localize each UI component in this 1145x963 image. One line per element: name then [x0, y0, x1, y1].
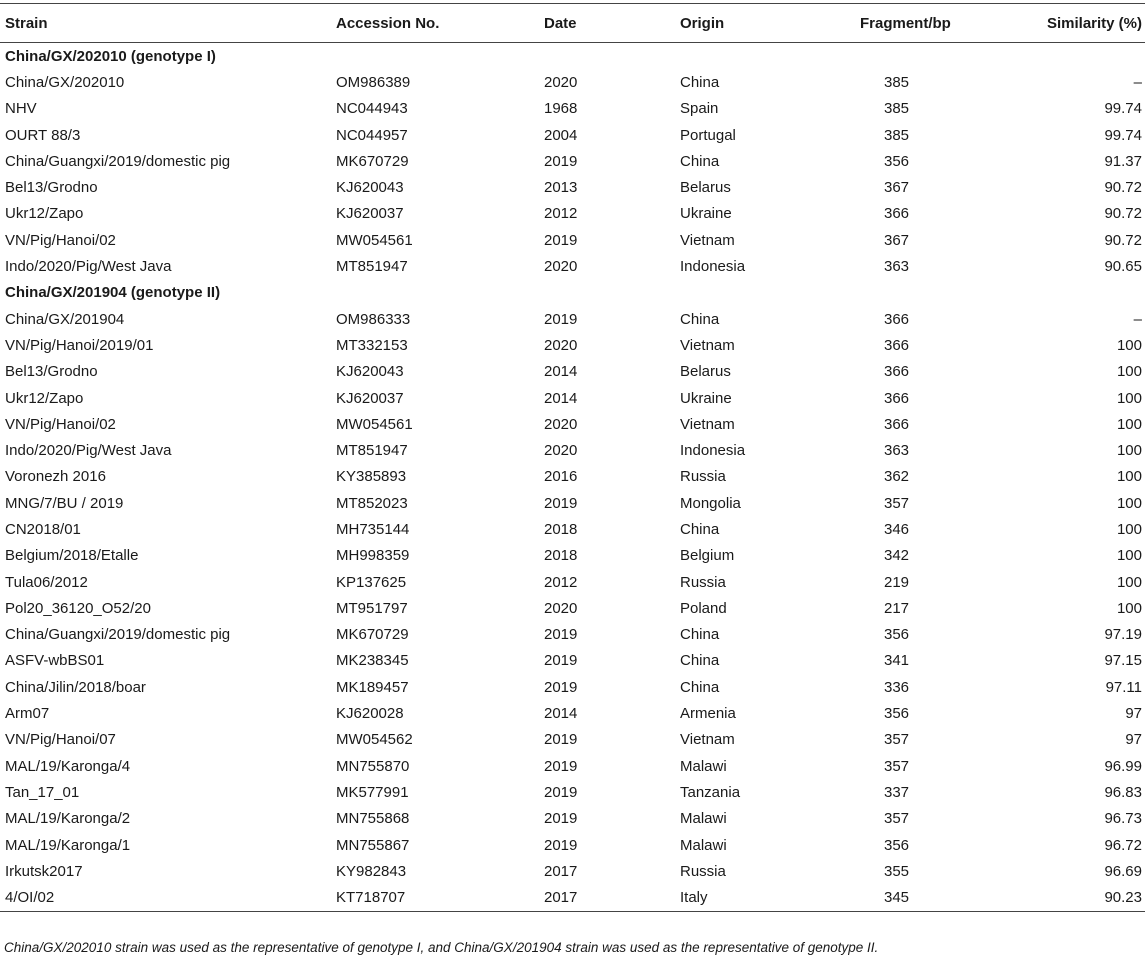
cell-fragment: 219 — [884, 573, 910, 591]
cell-accession: MK670729 — [336, 152, 409, 170]
cell-similarity: 90.65 — [1104, 258, 1142, 276]
cell-strain: VN/Pig/Hanoi/07 — [5, 731, 116, 749]
cell-origin: China — [680, 310, 720, 328]
cell-strain: Pol20_36120_O52/20 — [5, 599, 151, 617]
cell-date: 2013 — [544, 179, 578, 197]
cell-fragment: 366 — [884, 205, 910, 223]
cell-date: 2018 — [544, 520, 578, 538]
table-row — [0, 569, 1145, 595]
cell-date: 2014 — [544, 705, 578, 723]
table-row — [0, 306, 1145, 332]
cell-date: 2020 — [544, 599, 578, 617]
header-accession: Accession No. — [336, 4, 544, 43]
cell-accession: MK238345 — [336, 652, 409, 670]
table-row — [0, 779, 1145, 805]
cell-date: 2019 — [544, 494, 578, 512]
strain-similarity-table — [0, 3, 1145, 912]
cell-date: 2004 — [544, 126, 578, 144]
table-row — [0, 174, 1145, 200]
table-row — [0, 96, 1145, 122]
cell-fragment: 357 — [884, 810, 910, 828]
cell-date: 2019 — [544, 783, 578, 801]
cell-origin: Indonesia — [680, 258, 746, 276]
cell-strain: Belgium/2018/Etalle — [5, 547, 139, 565]
table-row — [0, 595, 1145, 621]
cell-accession: MW054562 — [336, 731, 413, 749]
cell-strain: VN/Pig/Hanoi/02 — [5, 231, 116, 249]
cell-fragment: 363 — [884, 258, 910, 276]
cell-strain: Irkutsk2017 — [5, 862, 83, 880]
header-date: Date — [544, 4, 680, 43]
cell-accession: MK670729 — [336, 626, 409, 644]
cell-strain: China/Guangxi/2019/domestic pig — [5, 152, 231, 170]
cell-date: 2018 — [544, 547, 578, 565]
cell-accession: MT332153 — [336, 336, 408, 354]
cell-date: 2020 — [544, 336, 578, 354]
cell-origin: Ukraine — [680, 205, 732, 223]
cell-date: 2019 — [544, 652, 578, 670]
cell-accession: MN755867 — [336, 836, 410, 854]
cell-date: 2019 — [544, 152, 578, 170]
cell-origin: China — [680, 520, 720, 538]
cell-accession: MH735144 — [336, 520, 410, 538]
cell-date: 2012 — [544, 573, 578, 591]
cell-strain: Bel13/Grodno — [5, 179, 98, 197]
group-header-row — [0, 280, 1145, 306]
cell-strain: 4/OI/02 — [0, 885, 336, 912]
cell-fragment: 366 — [884, 363, 910, 381]
cell-similarity: 90.72 — [1104, 231, 1142, 249]
cell-date: 2019 — [544, 310, 578, 328]
cell-fragment: 345 — [830, 885, 1002, 912]
cell-fragment: 357 — [884, 731, 910, 749]
cell-fragment: 356 — [884, 152, 910, 170]
group-title: China/GX/201904 (genotype II) — [5, 284, 221, 302]
table-row — [0, 700, 1145, 726]
cell-similarity: 100 — [1116, 599, 1142, 617]
table-row — [0, 201, 1145, 227]
table-row — [0, 648, 1145, 674]
cell-origin: Malawi — [680, 810, 727, 828]
cell-similarity: 96.69 — [1104, 862, 1142, 880]
cell-similarity: 96.73 — [1104, 810, 1142, 828]
table-row — [0, 490, 1145, 516]
table-row — [0, 622, 1145, 648]
cell-fragment: 356 — [884, 836, 910, 854]
cell-origin: Russia — [680, 573, 726, 591]
cell-similarity: 97.15 — [1104, 652, 1142, 670]
cell-similarity: 100 — [1116, 520, 1142, 538]
cell-fragment: 362 — [884, 468, 910, 486]
table-row — [0, 69, 1145, 95]
cell-date: 2020 — [544, 442, 578, 460]
cell-accession: MK577991 — [336, 783, 409, 801]
cell-strain: Indo/2020/Pig/West Java — [5, 442, 172, 460]
cell-origin: Belgium — [680, 547, 735, 565]
cell-similarity: 91.37 — [1104, 152, 1142, 170]
cell-fragment: 346 — [884, 520, 910, 538]
strain-similarity-table-container — [0, 3, 1145, 912]
cell-similarity: – — [1133, 73, 1142, 91]
cell-similarity: 97.11 — [1105, 678, 1142, 696]
cell-similarity: 99.74 — [1104, 100, 1142, 118]
cell-similarity: 97 — [1125, 731, 1142, 749]
cell-origin: China — [680, 678, 720, 696]
cell-similarity: 90.72 — [1104, 205, 1142, 223]
cell-similarity: 100 — [1116, 389, 1142, 407]
cell-date: 1968 — [544, 100, 578, 118]
cell-accession: KJ620028 — [336, 705, 404, 723]
table-row — [0, 332, 1145, 358]
cell-origin: Poland — [680, 599, 727, 617]
cell-date: 2019 — [544, 231, 578, 249]
cell-date: 2017 — [544, 862, 578, 880]
cell-strain: Tula06/2012 — [5, 573, 88, 591]
cell-origin: Ukraine — [680, 389, 732, 407]
table-row — [0, 148, 1145, 174]
cell-strain: MAL/19/Karonga/1 — [5, 836, 131, 854]
header-strain: Strain — [0, 4, 336, 43]
cell-fragment: 385 — [884, 126, 910, 144]
cell-origin: Italy — [680, 885, 830, 912]
cell-accession: NC044943 — [336, 100, 408, 118]
cell-fragment: 357 — [884, 757, 910, 775]
table-body — [0, 43, 1145, 912]
cell-origin: Belarus — [680, 179, 731, 197]
cell-accession: KT718707 — [336, 885, 544, 912]
cell-strain: MAL/19/Karonga/2 — [5, 810, 131, 828]
cell-accession: KJ620037 — [336, 389, 404, 407]
cell-origin: Indonesia — [680, 442, 746, 460]
cell-fragment: 366 — [884, 336, 910, 354]
cell-accession: KP137625 — [336, 573, 407, 591]
cell-strain: China/Guangxi/2019/domestic pig — [5, 626, 231, 644]
table-row — [0, 858, 1145, 884]
cell-date: 2019 — [544, 626, 578, 644]
cell-origin: China — [680, 652, 720, 670]
table-row — [0, 227, 1145, 253]
cell-accession: KJ620043 — [336, 179, 404, 197]
cell-date: 2014 — [544, 389, 578, 407]
cell-accession: MH998359 — [336, 547, 410, 565]
cell-strain: NHV — [5, 100, 37, 118]
cell-origin: Vietnam — [680, 415, 735, 433]
cell-origin: Vietnam — [680, 336, 735, 354]
cell-accession: MT851947 — [336, 442, 408, 460]
table-row — [0, 674, 1145, 700]
cell-date: 2019 — [544, 757, 578, 775]
cell-origin: Belarus — [680, 363, 731, 381]
header-similarity: Similarity (%) — [1002, 4, 1145, 43]
cell-similarity: 90.23 — [1002, 885, 1145, 912]
cell-fragment: 367 — [884, 179, 910, 197]
header-row — [0, 4, 1145, 43]
group-title: China/GX/202010 (genotype I) — [5, 47, 216, 65]
cell-fragment: 366 — [884, 415, 910, 433]
cell-strain: Arm07 — [5, 705, 50, 723]
cell-similarity: 99.74 — [1104, 126, 1142, 144]
cell-similarity: 96.83 — [1104, 783, 1142, 801]
cell-date: 2016 — [544, 468, 578, 486]
table-row — [0, 885, 1145, 912]
cell-date: 2017 — [544, 885, 680, 912]
cell-strain: Ukr12/Zapo — [5, 389, 84, 407]
cell-fragment: 341 — [884, 652, 910, 670]
cell-fragment: 367 — [884, 231, 910, 249]
cell-accession: KY982843 — [336, 862, 407, 880]
cell-date: 2014 — [544, 363, 578, 381]
cell-similarity: – — [1133, 310, 1142, 328]
cell-origin: Vietnam — [680, 231, 735, 249]
cell-similarity: 100 — [1116, 573, 1142, 591]
cell-similarity: 100 — [1116, 442, 1142, 460]
cell-date: 2019 — [544, 678, 578, 696]
cell-strain: Voronezh 2016 — [5, 468, 106, 486]
table-row — [0, 253, 1145, 279]
cell-similarity: 100 — [1116, 363, 1142, 381]
table-row — [0, 437, 1145, 463]
cell-origin: Mongolia — [680, 494, 741, 512]
cell-origin: China — [680, 152, 720, 170]
cell-fragment: 337 — [884, 783, 910, 801]
cell-accession: MN755870 — [336, 757, 410, 775]
cell-strain: VN/Pig/Hanoi/2019/01 — [5, 336, 154, 354]
cell-strain: Tan_17_01 — [5, 783, 80, 801]
cell-accession: KJ620037 — [336, 205, 404, 223]
cell-fragment: 366 — [884, 389, 910, 407]
cell-strain: VN/Pig/Hanoi/02 — [5, 415, 116, 433]
cell-origin: Spain — [680, 100, 719, 118]
cell-strain: China/GX/201904 — [5, 310, 125, 328]
cell-origin: Vietnam — [680, 731, 735, 749]
cell-accession: KJ620043 — [336, 363, 404, 381]
cell-date: 2020 — [544, 73, 578, 91]
cell-accession: MK189457 — [336, 678, 409, 696]
cell-origin: Armenia — [680, 705, 736, 723]
cell-accession: MT951797 — [336, 599, 408, 617]
group-header-row — [0, 43, 1145, 70]
cell-origin: Tanzania — [680, 783, 741, 801]
cell-origin: Portugal — [680, 126, 736, 144]
cell-fragment: 385 — [884, 73, 910, 91]
cell-date: 2012 — [544, 205, 578, 223]
table-row — [0, 122, 1145, 148]
cell-accession: MT851947 — [336, 258, 408, 276]
cell-similarity: 100 — [1116, 415, 1142, 433]
cell-strain: ASFV-wbBS01 — [5, 652, 105, 670]
cell-date: 2019 — [544, 836, 578, 854]
cell-similarity: 100 — [1116, 547, 1142, 565]
table-row — [0, 359, 1145, 385]
cell-origin: Russia — [680, 468, 726, 486]
cell-fragment: 363 — [884, 442, 910, 460]
table-row — [0, 464, 1145, 490]
table-row — [0, 516, 1145, 542]
cell-similarity: 96.99 — [1104, 757, 1142, 775]
cell-accession: KY385893 — [336, 468, 407, 486]
cell-similarity: 100 — [1116, 494, 1142, 512]
table-row — [0, 411, 1145, 437]
cell-accession: MT852023 — [336, 494, 408, 512]
cell-similarity: 97 — [1125, 705, 1142, 723]
cell-fragment: 217 — [884, 599, 910, 617]
table-header — [0, 4, 1145, 43]
table-row — [0, 543, 1145, 569]
cell-fragment: 342 — [884, 547, 910, 565]
cell-accession: MN755868 — [336, 810, 410, 828]
table-footnote: China/GX/202010 strain was used as the representative of genotype I, and China/GX/201904 strain was used as the representative of genotype II. — [4, 940, 879, 955]
cell-strain: MNG/7/BU / 2019 — [5, 494, 124, 512]
cell-accession: MW054561 — [336, 415, 413, 433]
cell-date: 2019 — [544, 810, 578, 828]
cell-fragment: 355 — [884, 862, 910, 880]
cell-similarity: 97.19 — [1104, 626, 1142, 644]
cell-origin: China — [680, 73, 720, 91]
cell-strain: Bel13/Grodno — [5, 363, 98, 381]
header-origin: Origin — [680, 4, 830, 43]
cell-fragment: 356 — [884, 705, 910, 723]
cell-origin: China — [680, 626, 720, 644]
cell-strain: China/Jilin/2018/boar — [5, 678, 146, 696]
cell-accession: OM986389 — [336, 73, 411, 91]
cell-fragment: 336 — [884, 678, 910, 696]
cell-similarity: 100 — [1116, 468, 1142, 486]
cell-fragment: 366 — [884, 310, 910, 328]
cell-date: 2020 — [544, 258, 578, 276]
table-row — [0, 753, 1145, 779]
cell-strain: Indo/2020/Pig/West Java — [5, 258, 172, 276]
cell-strain: MAL/19/Karonga/4 — [5, 757, 131, 775]
table-row — [0, 832, 1145, 858]
header-fragment: Fragment/bp — [830, 4, 1002, 43]
cell-similarity: 90.72 — [1104, 179, 1142, 197]
cell-fragment: 385 — [884, 100, 910, 118]
cell-similarity: 100 — [1116, 336, 1142, 354]
cell-strain: China/GX/202010 — [5, 73, 125, 91]
cell-origin: Russia — [680, 862, 726, 880]
cell-similarity: 96.72 — [1104, 836, 1142, 854]
cell-accession: NC044957 — [336, 126, 408, 144]
cell-strain: CN2018/01 — [5, 520, 81, 538]
table-row — [0, 385, 1145, 411]
cell-date: 2020 — [544, 415, 578, 433]
cell-accession: MW054561 — [336, 231, 413, 249]
cell-strain: Ukr12/Zapo — [5, 205, 84, 223]
cell-strain: OURT 88/3 — [5, 126, 81, 144]
cell-origin: Malawi — [680, 757, 727, 775]
cell-fragment: 356 — [884, 626, 910, 644]
table-row — [0, 806, 1145, 832]
cell-date: 2019 — [544, 731, 578, 749]
cell-accession: OM986333 — [336, 310, 411, 328]
cell-fragment: 357 — [884, 494, 910, 512]
cell-origin: Malawi — [680, 836, 727, 854]
table-row — [0, 727, 1145, 753]
